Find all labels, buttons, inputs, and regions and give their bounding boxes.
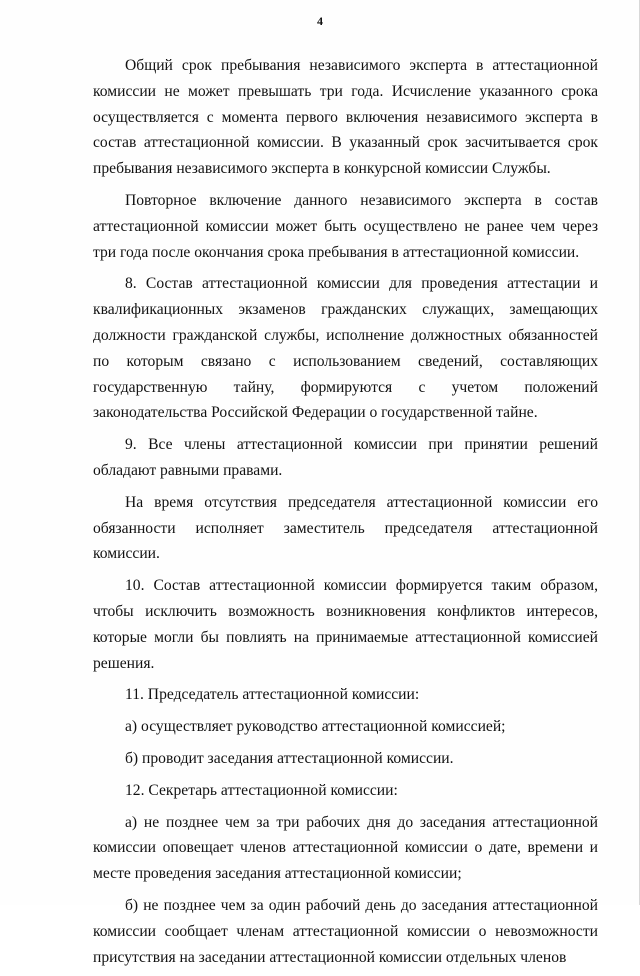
paragraph-clause-12-a: а) не позднее чем за три рабочих дня до заседания аттестационной комиссии оповещает членов аттестационной комиссии о дате, времени и месте проведения заседания аттестационной комиссии; xyxy=(93,813,598,883)
paragraph-expert-term: Общий срок пребывания независимого эксперта в аттестационной комиссии не может превышать три года. Исчисление указанного срока осуществляется с момента первого включения независимого эксперта в состав аттестационной комиссии. В указанный срок засчитывается срок пребывания независимого эксперта в конкурсной комиссии Службы. xyxy=(93,57,598,178)
paragraph-clause-8: 8. Состав аттестационной комиссии для проведения аттестации и квалификационных экзаменов гражданских служащих, замещающих должности гражданской службы, исполнение должностных обязанностей по которым связано с использованием сведений, составляющих государственную тайну, формируются с учетом положений законодательства Российской Федерации о государственной тайне. xyxy=(93,275,598,422)
paragraph-clause-11-a: а) осуществляет руководство аттестационной комиссией; xyxy=(125,718,506,736)
paragraph-clause-11: 11. Председатель аттестационной комиссии: xyxy=(125,686,420,704)
paragraph-clause-12: 12. Секретарь аттестационной комиссии: xyxy=(125,781,398,799)
paragraph-repeat-inclusion: Повторное включение данного независимого эксперта в состав аттестационной комиссии может быть осуществлено не ранее чем через три года после окончания срока пребывания в аттестационной комиссии. xyxy=(93,191,598,261)
paragraph-clause-12-b: б) не позднее чем за один рабочий день до заседания аттестационной комиссии сообщает членам аттестационной комиссии о невозможности присутствия на заседании аттестационной комиссии отдельных членов xyxy=(93,896,598,966)
page-number: 4 xyxy=(317,14,323,28)
document-body xyxy=(93,53,598,976)
paragraph-chair-absence: На время отсутствия председателя аттестационной комиссии его обязанности исполняет заместитель председателя аттестационной комиссии. xyxy=(93,493,598,563)
paragraph-clause-9: 9. Все члены аттестационной комиссии при принятии решений обладают равными правами. xyxy=(93,436,598,479)
paragraph-clause-10: 10. Состав аттестационной комиссии формируется таким образом, чтобы исключить возможность возникновения конфликтов интересов, которые могли бы повлиять на принимаемые аттестационной комиссией решения. xyxy=(93,577,598,672)
paragraph-clause-11-b: б) проводит заседания аттестационной комиссии. xyxy=(125,749,454,767)
